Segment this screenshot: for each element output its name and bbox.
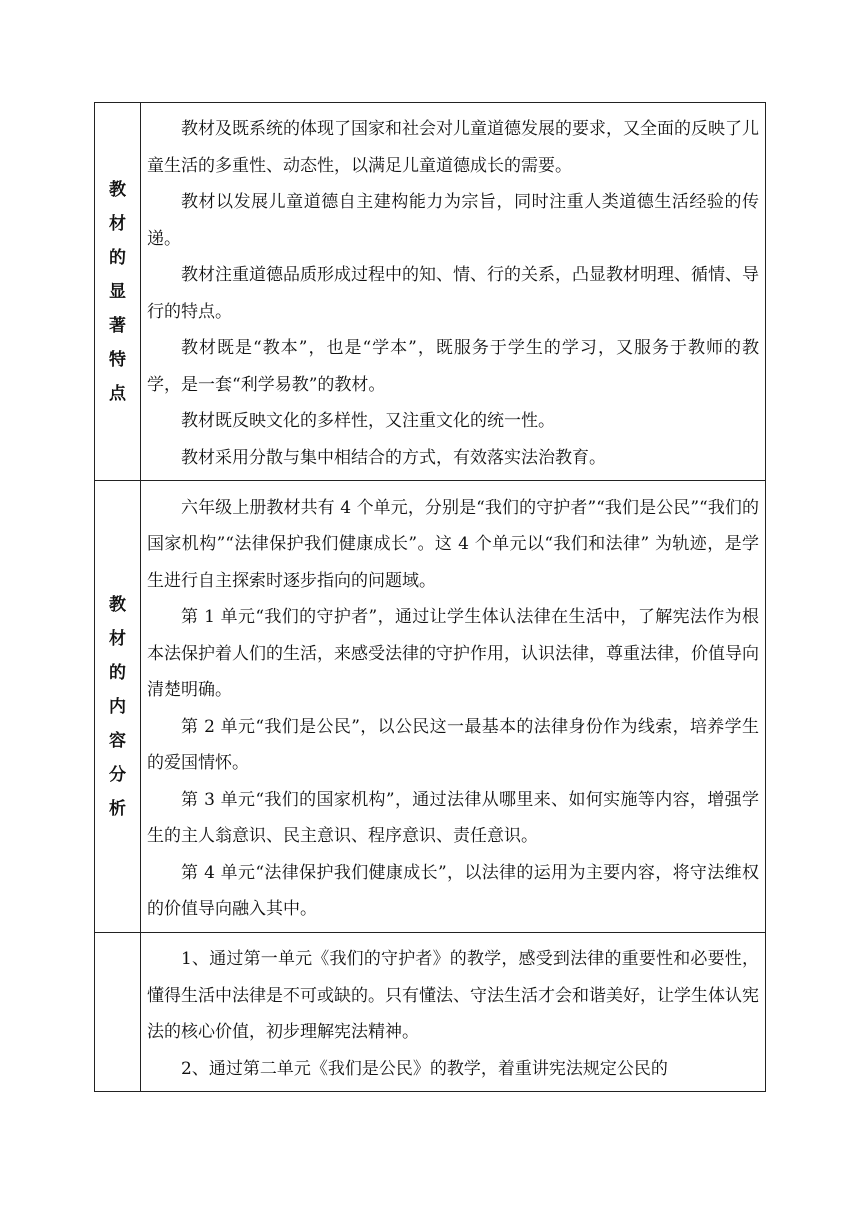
paragraph: 六年级上册教材共有 4 个单元，分别是“我们的守护者”“我们是公民”“我们的国家机构”“法律保护我们健康成长”。这 4 个单元以“我们和法律” 为轨迹，是学生进行自主探索时逐步指向的问题域。 — [147, 497, 759, 591]
content-cell-content-analysis — [141, 481, 766, 933]
label-char: 显 — [109, 281, 126, 302]
paragraph: 第 3 单元“我们的国家机构”，通过法律从哪里来、如何实施等内容，增强学生的主人翁意识、民主意识、程序意识、责任意识。 — [147, 789, 759, 846]
label-char: 著 — [109, 315, 126, 336]
row-label-goals — [95, 933, 141, 1092]
paragraph: 教材采用分散与集中相结合的方式，有效落实法治教育。 — [181, 447, 606, 468]
label-char: 教 — [109, 179, 126, 200]
paragraph: 教材既反映文化的多样性，又注重文化的统一性。 — [181, 411, 555, 431]
paragraph: 1、通过第一单元《我们的守护者》的教学，感受到法律的重要性和必要性，懂得生活中法律是不可或缺的。只有懂法、守法生活才会和谐美好，让学生体认宪法的核心价值，初步理解宪法精神。 — [147, 949, 759, 1042]
label-char: 析 — [109, 798, 126, 819]
row-label-features — [95, 103, 141, 481]
paragraph: 教材既是“教本”，也是“学本”，既服务于学生的学习，又服务于教师的教学，是一套“利学易教”的教材。 — [147, 338, 759, 395]
content-cell-features — [141, 103, 766, 481]
textbook-analysis-table — [94, 102, 766, 1092]
table-row-content-analysis — [95, 481, 766, 933]
label-char: 特 — [109, 349, 126, 370]
paragraph: 教材以发展儿童道德自主建构能力为宗旨，同时注重人类道德生活经验的传递。 — [147, 192, 759, 249]
label-char: 材 — [109, 628, 126, 649]
content-cell-goals — [141, 933, 766, 1092]
paragraph: 教材注重道德品质形成过程中的知、情、行的关系，凸显教材明理、循情、导行的特点。 — [147, 265, 759, 322]
label-char: 点 — [109, 383, 126, 404]
row-label-content-analysis — [95, 481, 141, 933]
paragraph: 教材及既系统的体现了国家和社会对儿童道德发展的要求，又全面的反映了儿童生活的多重性、动态性，以满足儿童道德成长的需要。 — [147, 119, 759, 176]
paragraph: 第 1 单元“我们的守护者”，通过让学生体认法律在生活中，了解宪法作为根本法保护着人们的生活，来感受法律的守护作用，认识法律，尊重法律，价值导向清楚明确。 — [147, 607, 759, 700]
label-char: 教 — [109, 594, 126, 615]
label-char: 内 — [109, 696, 126, 717]
label-char: 的 — [109, 247, 126, 268]
label-char: 分 — [109, 764, 126, 785]
label-char: 的 — [109, 662, 126, 683]
paragraph: 第 2 单元“我们是公民”，以公民这一最基本的法律身份作为线索，培养学生的爱国情怀。 — [147, 716, 759, 773]
table-row-goals — [95, 933, 766, 1092]
label-char: 容 — [109, 730, 126, 751]
paragraph: 2、通过第二单元《我们是公民》的教学，着重讲宪法规定公民的 — [181, 1058, 668, 1079]
paragraph: 第 4 单元“法律保护我们健康成长”，以法律的运用为主要内容，将守法维权的价值导向融入其中。 — [147, 862, 759, 919]
label-char: 材 — [109, 213, 126, 234]
table-row-features — [95, 103, 766, 481]
